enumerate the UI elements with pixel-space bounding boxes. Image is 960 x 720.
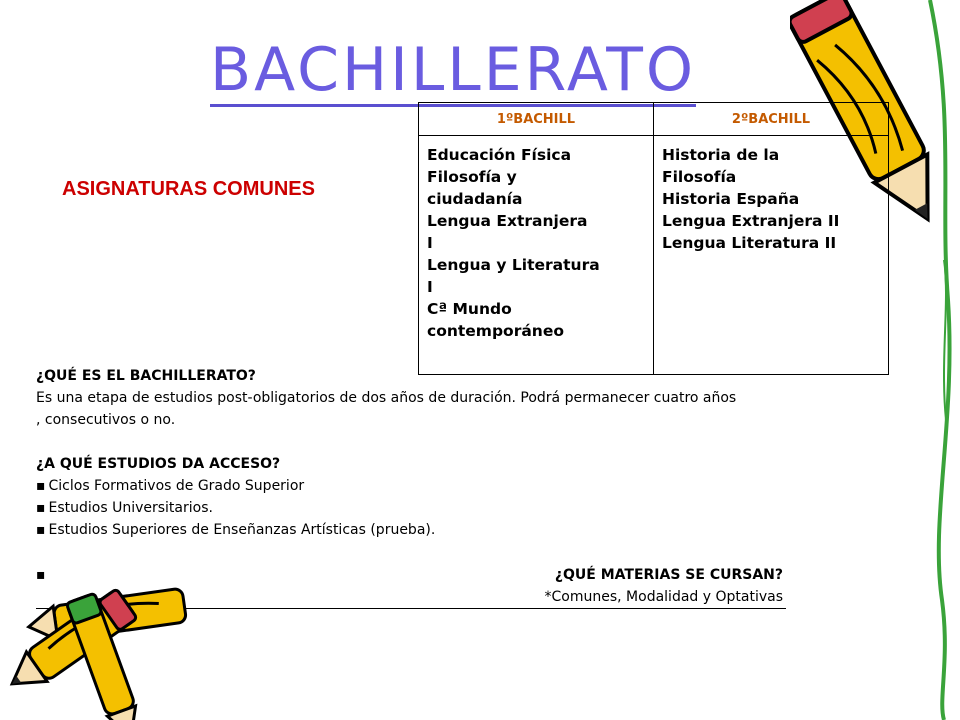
question-heading: ¿QUÉ MATERIAS SE CURSAN? xyxy=(554,567,783,583)
info-block xyxy=(36,365,916,541)
pencils-icon xyxy=(0,575,195,720)
page-title: BACHILLERATO xyxy=(210,35,697,105)
paragraph: , consecutivos o no. xyxy=(36,412,176,428)
table-header: 2ºBACHILL xyxy=(654,103,889,136)
subject-line: Historia de la xyxy=(662,146,780,164)
materias-summary: *Comunes, Modalidad y Optativas xyxy=(544,589,783,605)
subject-line: ciudadanía xyxy=(427,190,523,208)
subject-line: I xyxy=(427,278,433,296)
subject-line: Filosofía xyxy=(662,168,737,186)
subjects-table xyxy=(418,102,889,375)
subject-line: Lengua Literatura II xyxy=(662,234,837,252)
list-item: ▪ Ciclos Formativos de Grado Superior xyxy=(36,475,916,497)
subject-line: Cª Mundo xyxy=(427,300,512,318)
subject-line: Filosofía y xyxy=(427,168,517,186)
table-header: 1ºBACHILL xyxy=(419,103,654,136)
subject-line: Educación Física xyxy=(427,146,572,164)
list-item: ▪ Estudios Universitarios. xyxy=(36,497,916,519)
table-cell-1bach xyxy=(419,136,654,375)
question-heading: ¿A QUÉ ESTUDIOS DA ACCESO? xyxy=(36,456,281,472)
subject-line: Historia España xyxy=(662,190,800,208)
list-item: ▪ Estudios Superiores de Enseñanzas Artísticas (prueba). xyxy=(36,519,916,541)
subject-line: Lengua Extranjera xyxy=(427,212,588,230)
paragraph: Es una etapa de estudios post-obligatorios de dos años de duración. Podrá permanecer cuatro años xyxy=(36,390,737,406)
section-subtitle: ASIGNATURAS COMUNES xyxy=(62,178,315,200)
subject-line: I xyxy=(427,234,433,252)
question-heading: ¿QUÉ ES EL BACHILLERATO? xyxy=(36,368,256,384)
bullet-square-icon: ▪ xyxy=(36,567,46,583)
subject-line: contemporáneo xyxy=(427,322,564,340)
subject-line: Lengua y Literatura xyxy=(427,256,600,274)
table-cell-2bach xyxy=(654,136,889,375)
subject-line: Lengua Extranjera II xyxy=(662,212,840,230)
